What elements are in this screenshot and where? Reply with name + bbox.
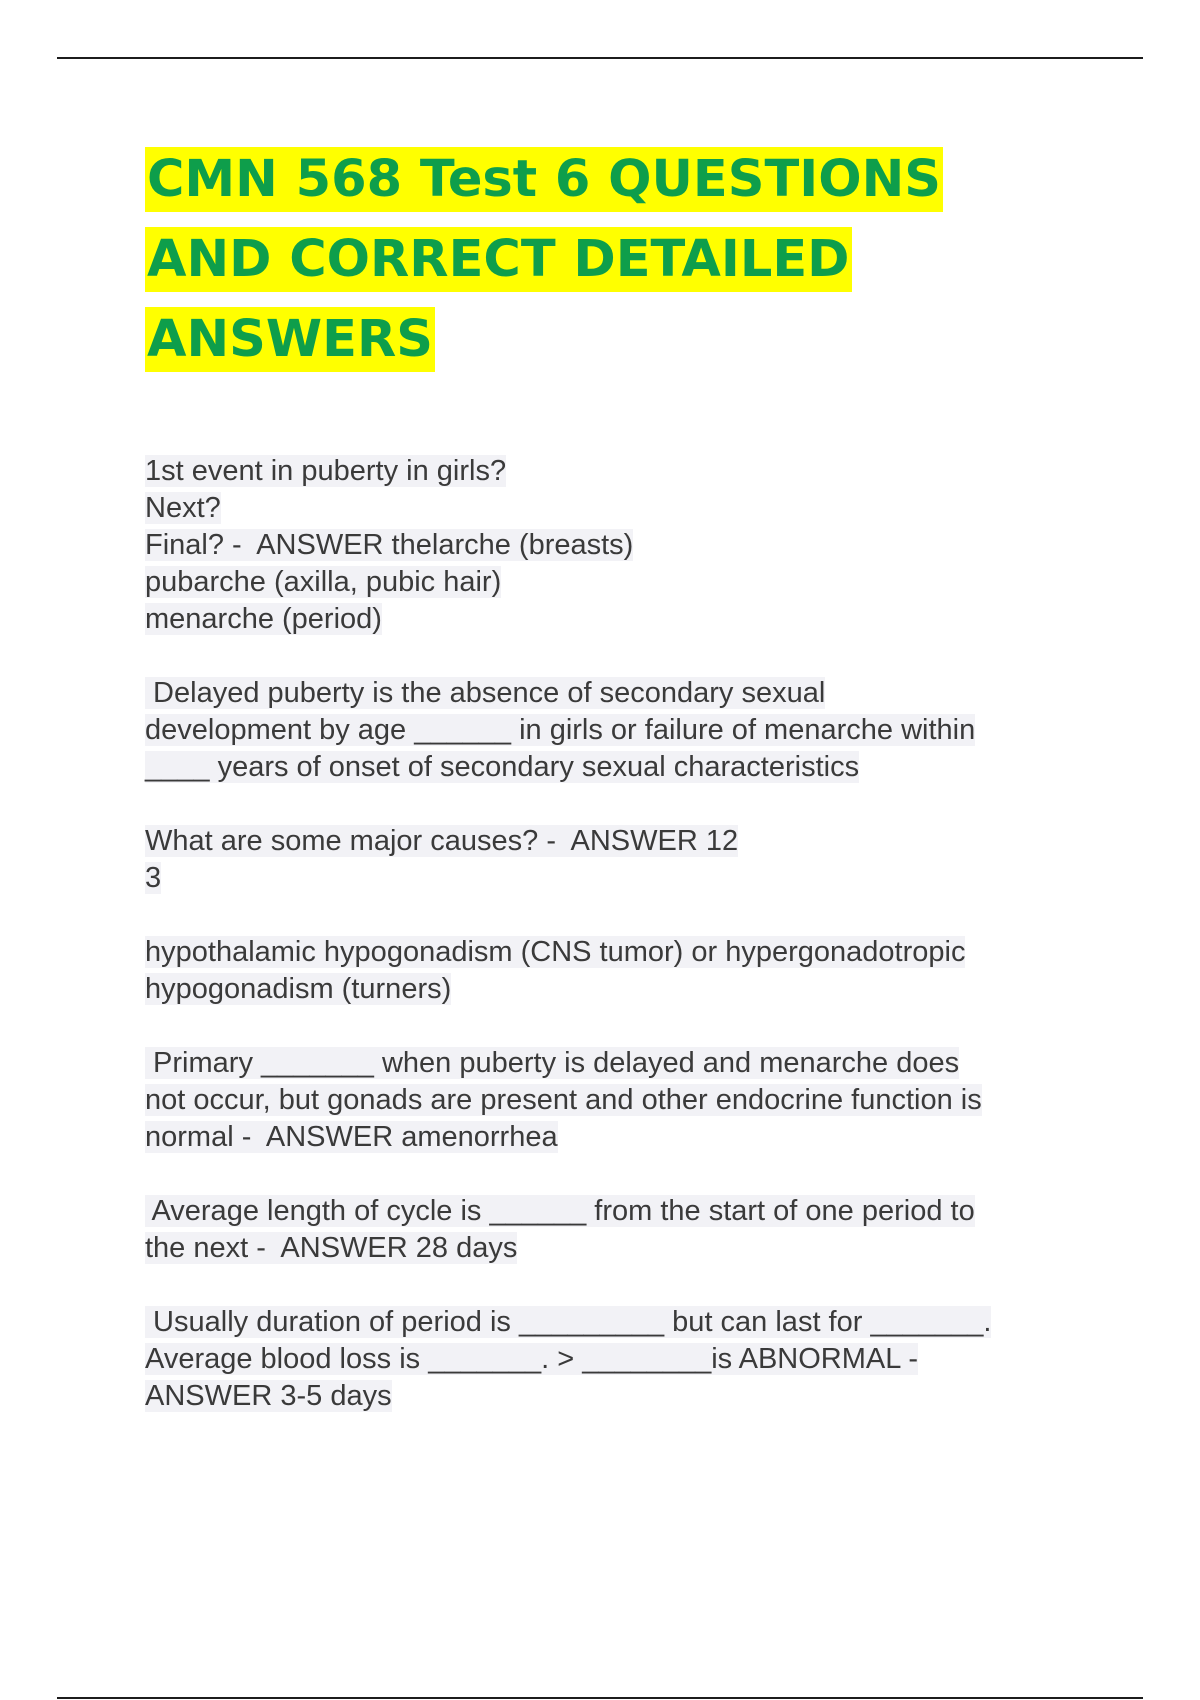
title-line: AND CORRECT DETAILED xyxy=(145,227,852,292)
text-line: Average length of cycle is ______ from the start of one period to xyxy=(145,1195,975,1227)
text-line: not occur, but gonads are present and other endocrine function is xyxy=(145,1084,982,1116)
text-line: 3 xyxy=(145,862,162,894)
text-line: normal - ANSWER amenorrhea xyxy=(145,1121,558,1153)
qa-block-cycle-length xyxy=(145,1193,1095,1267)
qa-block-period-duration xyxy=(145,1304,1095,1415)
bottom-rule xyxy=(57,1697,1143,1699)
qa-block-puberty-events xyxy=(145,453,1095,638)
text-line: Final? - ANSWER thelarche (breasts) xyxy=(145,529,634,561)
text-line: ANSWER 3-5 days xyxy=(145,1380,392,1412)
qa-block-major-causes xyxy=(145,823,1095,897)
text-line: ____ years of onset of secondary sexual characteristics xyxy=(145,751,860,783)
text-line: Average blood loss is _______. > ________is ABNORMAL - xyxy=(145,1343,919,1375)
qa-block-delayed-puberty xyxy=(145,675,1095,786)
text-line: What are some major causes? - ANSWER 12 xyxy=(145,825,739,857)
qa-block-primary-amenorrhea xyxy=(145,1045,1095,1156)
text-line: Next? xyxy=(145,492,221,524)
text-line: menarche (period) xyxy=(145,603,382,635)
document-title xyxy=(145,140,1075,380)
qa-block-hypogonadism xyxy=(145,934,1095,1008)
title-line: CMN 568 Test 6 QUESTIONS xyxy=(145,147,943,212)
text-line: pubarche (axilla, pubic hair) xyxy=(145,566,502,598)
text-line: Usually duration of period is _________ but can last for _______. xyxy=(145,1306,992,1338)
text-line: 1st event in puberty in girls? xyxy=(145,455,507,487)
document-body xyxy=(145,453,1095,1452)
top-rule xyxy=(57,57,1143,59)
text-line: Delayed puberty is the absence of secondary sexual xyxy=(145,677,826,709)
title-line: ANSWERS xyxy=(145,307,435,372)
text-line: Primary _______ when puberty is delayed and menarche does xyxy=(145,1047,960,1079)
text-line: the next - ANSWER 28 days xyxy=(145,1232,518,1264)
text-line: hypothalamic hypogonadism (CNS tumor) or hypergonadotropic xyxy=(145,936,966,968)
text-line: development by age ______ in girls or failure of menarche within xyxy=(145,714,976,746)
text-line: hypogonadism (turners) xyxy=(145,973,452,1005)
